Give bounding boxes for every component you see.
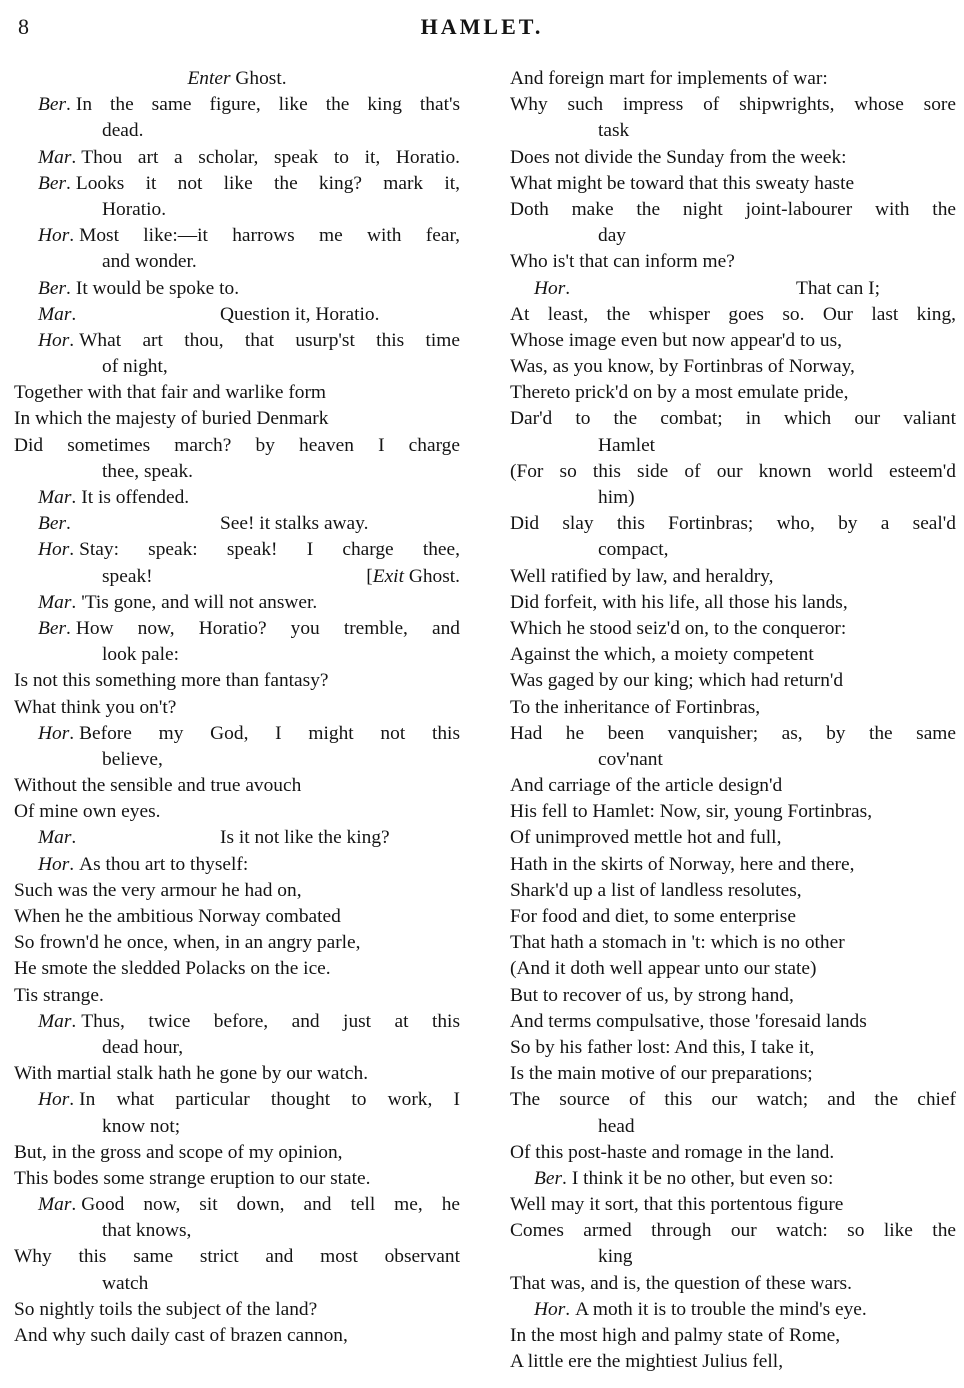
page-number: 8 bbox=[18, 14, 29, 39]
line-text: And foreign mart for implements of war: bbox=[510, 68, 828, 89]
line-text: Did forfeit, with his life, all those his lands, bbox=[510, 591, 848, 613]
text-line bbox=[14, 485, 460, 511]
line-text: This bodes some strange eruption to our state. bbox=[14, 1167, 371, 1189]
speaker-period: . bbox=[71, 591, 77, 613]
line-text: Without the sensible and true avouch bbox=[14, 775, 302, 797]
line-text: Doth make the night joint-labourer with the bbox=[510, 198, 956, 220]
line-text: Whose image even but now appear'd to us, bbox=[510, 329, 842, 351]
speaker-period: . bbox=[66, 94, 71, 116]
text-line bbox=[510, 904, 956, 930]
line-text: It would be spoke to. bbox=[75, 277, 240, 299]
continuation-line bbox=[510, 1244, 956, 1270]
line-text: Why this same strict and most observant bbox=[14, 1246, 460, 1268]
line-text: that knows, bbox=[102, 1220, 192, 1242]
text-line bbox=[510, 380, 956, 406]
text-line bbox=[14, 171, 460, 197]
line-text: So by his father lost: And this, I take it, bbox=[510, 1036, 815, 1058]
continuation-line bbox=[14, 459, 460, 485]
line-text: Hamlet bbox=[598, 434, 656, 456]
continuation-line bbox=[14, 1271, 460, 1297]
text-line bbox=[510, 1087, 956, 1113]
continuation-line bbox=[510, 537, 956, 563]
line-text: Was, as you know, by Fortinbras of Norway, bbox=[510, 356, 855, 378]
text-line bbox=[14, 668, 460, 694]
line-text: Does not divide the Sunday from the week: bbox=[510, 146, 847, 168]
speaker-name: Hor bbox=[38, 225, 70, 247]
line-text: In which the majesty of buried Denmark bbox=[14, 408, 329, 430]
line-text: Thou art a scholar, speak to it, Horatio. bbox=[81, 146, 460, 168]
text-line bbox=[14, 930, 460, 956]
line-text: When he the ambitious Norway combated bbox=[14, 906, 341, 927]
line-text: Against the which, a moiety competent bbox=[510, 644, 814, 666]
line-text: It is offended. bbox=[81, 487, 190, 508]
exit-verb: Exit bbox=[372, 565, 404, 587]
line-text: Why such impress of shipwrights, whose sore bbox=[510, 94, 956, 116]
text-line bbox=[510, 852, 956, 878]
text-line bbox=[510, 590, 956, 616]
continuation-line bbox=[510, 485, 956, 511]
line-text: Hath in the skirts of Norway, here and there, bbox=[510, 853, 855, 875]
exit-bracket: [ bbox=[366, 565, 373, 587]
speaker-period: . bbox=[565, 277, 571, 299]
continuation-line bbox=[510, 1114, 956, 1140]
running-title: HAMLET. bbox=[420, 14, 544, 39]
text-line bbox=[14, 1061, 460, 1087]
text-line bbox=[510, 773, 956, 799]
text-line bbox=[510, 406, 956, 432]
line-text: What art thou, that usurp'st this time bbox=[79, 329, 460, 351]
line-text: Did sometimes march? by heaven I charge bbox=[14, 434, 460, 456]
line-text: What think you on't? bbox=[14, 696, 177, 718]
speaker-name: Ber bbox=[38, 513, 66, 535]
line-text: head bbox=[598, 1115, 635, 1137]
line-text: With martial stalk hath he gone by our watch. bbox=[14, 1063, 369, 1085]
text-line bbox=[510, 1166, 956, 1192]
text-line bbox=[510, 354, 956, 380]
right-column bbox=[510, 66, 956, 1375]
text-line bbox=[510, 302, 956, 328]
continuation-line bbox=[510, 433, 956, 459]
line-text: Horatio. bbox=[102, 198, 167, 220]
text-line bbox=[14, 590, 460, 616]
line-text: Well ratified by law, and heraldry, bbox=[510, 565, 774, 587]
line-text: A little ere the mightiest Julius fell, bbox=[510, 1351, 784, 1373]
line-text: A moth it is to trouble the mind's eye. bbox=[575, 1298, 867, 1320]
line-text: The source of this our watch; and the chief bbox=[510, 1089, 956, 1111]
text-line bbox=[14, 695, 460, 721]
line-text: In what particular thought to work, I bbox=[79, 1089, 460, 1111]
left-column bbox=[14, 66, 460, 1349]
text-line bbox=[14, 1140, 460, 1166]
text-line bbox=[510, 1349, 956, 1375]
line-text: Of mine own eyes. bbox=[14, 801, 161, 823]
continuation-line bbox=[14, 354, 460, 380]
text-line bbox=[510, 1035, 956, 1061]
line-text: cov'nant bbox=[598, 748, 663, 770]
text-line bbox=[510, 92, 956, 118]
speaker-period: . bbox=[71, 487, 77, 508]
line-text: Is it not like the king? bbox=[220, 827, 390, 849]
line-text: Tis strange. bbox=[14, 984, 104, 1006]
text-line bbox=[14, 380, 460, 406]
speaker-name: Ber bbox=[38, 94, 66, 116]
text-line bbox=[14, 773, 460, 799]
text-line bbox=[510, 276, 956, 302]
line-text: (And it doth well appear unto our state) bbox=[510, 958, 817, 980]
text-line bbox=[510, 328, 956, 354]
line-text: compact, bbox=[598, 539, 669, 561]
continuation-line bbox=[14, 1218, 460, 1244]
text-line bbox=[510, 1297, 956, 1323]
text-line bbox=[510, 695, 956, 721]
text-line bbox=[14, 799, 460, 825]
text-line bbox=[510, 459, 956, 485]
text-line bbox=[510, 721, 956, 747]
text-line bbox=[510, 1323, 956, 1349]
text-line bbox=[510, 825, 956, 851]
speaker-period: . bbox=[69, 1089, 75, 1111]
continuation-line bbox=[14, 249, 460, 275]
line-text: Before my God, I might not this bbox=[79, 722, 460, 744]
text-line bbox=[510, 197, 956, 223]
line-text: Most like:—it harrows me with fear, bbox=[79, 225, 460, 247]
text-line bbox=[510, 249, 956, 275]
line-text: king bbox=[598, 1246, 633, 1268]
line-text: Had he been vanquisher; as, by the same bbox=[510, 722, 956, 744]
line-text: Dar'd to the combat; in which our valiant bbox=[510, 408, 956, 430]
text-line bbox=[14, 616, 460, 642]
line-text: His fell to Hamlet: Now, sir, young Fortinbras, bbox=[510, 801, 873, 823]
text-line bbox=[14, 1009, 460, 1035]
text-line bbox=[510, 668, 956, 694]
stage-direction-subject: Ghost. bbox=[230, 68, 287, 89]
line-text: Good now, sit down, and tell me, he bbox=[81, 1194, 460, 1216]
line-text: That can I; bbox=[796, 277, 880, 299]
text-line bbox=[14, 904, 460, 930]
text-line bbox=[14, 537, 460, 563]
line-text: That hath a stomach in 't: which is no other bbox=[510, 932, 845, 954]
text-line bbox=[14, 1297, 460, 1323]
text-line bbox=[510, 511, 956, 537]
text-line bbox=[14, 983, 460, 1009]
line-text: He smote the sledded Polacks on the ice. bbox=[14, 958, 331, 980]
text-line bbox=[14, 406, 460, 432]
line-text: Was gaged by our king; which had return'd bbox=[510, 670, 844, 692]
speaker-period: . bbox=[71, 1194, 77, 1216]
speaker-name: Hor bbox=[534, 1298, 566, 1320]
line-text: of night, bbox=[102, 356, 168, 378]
text-line bbox=[14, 223, 460, 249]
line-text: How now, Horatio? you tremble, and bbox=[75, 617, 460, 639]
text-line bbox=[14, 511, 460, 537]
speaker-period: . bbox=[69, 539, 75, 561]
speaker-period: . bbox=[69, 225, 75, 247]
speaker-period: . bbox=[69, 329, 75, 351]
text-line bbox=[14, 1087, 460, 1113]
speaker-name: Mar bbox=[38, 1010, 72, 1032]
stage-direction bbox=[14, 66, 460, 92]
text-line bbox=[14, 1323, 460, 1349]
speaker-name: Ber bbox=[38, 617, 66, 639]
text-line bbox=[14, 328, 460, 354]
speaker-name: Hor bbox=[534, 277, 566, 299]
line-text: dead hour, bbox=[102, 1036, 184, 1058]
text-line bbox=[510, 799, 956, 825]
line-text: Did slay this Fortinbras; who, by a seal'd bbox=[510, 513, 956, 535]
continuation-line bbox=[14, 118, 460, 144]
text-line bbox=[510, 171, 956, 197]
line-text: know not; bbox=[102, 1115, 181, 1137]
text-line bbox=[510, 930, 956, 956]
text-line bbox=[14, 276, 460, 302]
text-line bbox=[14, 878, 460, 904]
line-text: dead. bbox=[102, 120, 144, 142]
speaker-period: . bbox=[69, 853, 75, 875]
text-line bbox=[510, 145, 956, 171]
continuation-line bbox=[510, 747, 956, 773]
speaker-period: . bbox=[66, 277, 71, 299]
speaker-period: . bbox=[71, 303, 77, 325]
text-line bbox=[14, 825, 460, 851]
speaker-name: Mar bbox=[38, 827, 72, 849]
line-text: (For so this side of our known world esteem'd bbox=[510, 460, 956, 482]
line-text: Who is't that can inform me? bbox=[510, 251, 735, 273]
line-text: Shark'd up a list of landless resolutes, bbox=[510, 879, 802, 901]
line-text: That was, and is, the question of these wars. bbox=[510, 1272, 852, 1294]
continuation-line bbox=[510, 223, 956, 249]
speaker-name: Mar bbox=[38, 487, 72, 508]
speaker-name: Hor bbox=[38, 539, 70, 561]
speaker-period: . bbox=[66, 172, 71, 194]
exit-direction bbox=[366, 564, 460, 590]
text-line bbox=[14, 564, 460, 590]
speaker-name: Mar bbox=[38, 146, 72, 168]
line-text: Together with that fair and warlike form bbox=[14, 382, 327, 404]
continuation-line bbox=[14, 1114, 460, 1140]
line-text: Which he stood seiz'd on, to the conqueror: bbox=[510, 617, 847, 639]
text-line bbox=[510, 1271, 956, 1297]
text-line bbox=[510, 1192, 956, 1218]
line-text: In the same figure, like the king that's bbox=[75, 94, 460, 116]
text-line bbox=[14, 1192, 460, 1218]
line-text: Well may it sort, that this portentous figure bbox=[510, 1194, 844, 1216]
text-line bbox=[14, 721, 460, 747]
speaker-name: Ber bbox=[534, 1167, 562, 1189]
line-text: Stay: speak: speak! I charge thee, bbox=[79, 539, 460, 561]
line-text: look pale: bbox=[102, 644, 180, 666]
speaker-name: Hor bbox=[38, 329, 70, 351]
text-line bbox=[510, 616, 956, 642]
line-text: So frown'd he once, when, in an angry parle, bbox=[14, 932, 361, 954]
speaker-name: Mar bbox=[38, 591, 72, 613]
line-text: Such was the very armour he had on, bbox=[14, 879, 302, 901]
speaker-name: Mar bbox=[38, 303, 72, 325]
line-text: Comes armed through our watch: so like the bbox=[510, 1220, 956, 1242]
line-text: And why such daily cast of brazen cannon, bbox=[14, 1325, 348, 1346]
text-line bbox=[14, 433, 460, 459]
text-line bbox=[510, 564, 956, 590]
speaker-period: . bbox=[66, 617, 71, 639]
line-text: and wonder. bbox=[102, 251, 197, 273]
text-line bbox=[510, 1218, 956, 1244]
line-text: Of unimproved mettle hot and full, bbox=[510, 827, 782, 849]
text-line bbox=[510, 1009, 956, 1035]
line-text: To the inheritance of Fortinbras, bbox=[510, 696, 761, 718]
line-text: Thereto prick'd on by a most emulate pride, bbox=[510, 382, 849, 404]
line-text: But, in the gross and scope of my opinion, bbox=[14, 1141, 343, 1163]
text-line bbox=[14, 1166, 460, 1192]
stage-direction-verb: Enter bbox=[187, 68, 231, 89]
line-text: Thus, twice before, and just at this bbox=[81, 1010, 460, 1032]
exit-subject: Ghost. bbox=[403, 565, 460, 587]
line-text: In the most high and palmy state of Rome, bbox=[510, 1325, 841, 1346]
line-text: thee, speak. bbox=[102, 460, 193, 482]
line-text: Question it, Horatio. bbox=[220, 303, 380, 325]
continuation-line bbox=[14, 642, 460, 668]
line-text: Looks it not like the king? mark it, bbox=[75, 172, 460, 194]
speaker-period: . bbox=[562, 1167, 567, 1189]
text-line bbox=[14, 956, 460, 982]
text-line bbox=[510, 642, 956, 668]
continuation-line bbox=[510, 118, 956, 144]
text-line bbox=[510, 983, 956, 1009]
text-line bbox=[510, 1061, 956, 1087]
line-text: 'Tis gone, and will not answer. bbox=[81, 591, 318, 613]
line-text: him) bbox=[598, 487, 635, 508]
speaker-name: Hor bbox=[38, 1089, 70, 1111]
speaker-name: Ber bbox=[38, 172, 66, 194]
line-text: But to recover of us, by strong hand, bbox=[510, 984, 794, 1006]
speaker-name: Mar bbox=[38, 1194, 72, 1216]
text-line bbox=[510, 878, 956, 904]
text-line bbox=[14, 1244, 460, 1270]
speaker-period: . bbox=[565, 1298, 571, 1320]
text-line bbox=[510, 66, 956, 92]
continuation-line bbox=[14, 197, 460, 223]
line-text: So nightly toils the subject of the land? bbox=[14, 1298, 318, 1320]
line-text: What might be toward that this sweaty haste bbox=[510, 172, 855, 194]
continuation-line bbox=[14, 1035, 460, 1061]
line-text: Is the main motive of our preparations; bbox=[510, 1063, 813, 1085]
line-text: watch bbox=[102, 1272, 149, 1294]
text-line bbox=[14, 302, 460, 328]
line-text: day bbox=[598, 225, 626, 247]
text-line bbox=[14, 852, 460, 878]
line-text: See! it stalks away. bbox=[220, 513, 369, 535]
line-text: And terms compulsative, those 'foresaid lands bbox=[510, 1010, 867, 1032]
line-text: At least, the whisper goes so. Our last king, bbox=[510, 303, 956, 325]
text-line bbox=[14, 92, 460, 118]
line-text: speak! bbox=[102, 565, 153, 587]
line-text: Is not this something more than fantasy? bbox=[14, 670, 329, 692]
speaker-period: . bbox=[71, 146, 77, 168]
line-text: And carriage of the article design'd bbox=[510, 775, 783, 797]
speaker-period: . bbox=[71, 827, 77, 849]
speaker-period: . bbox=[71, 1010, 77, 1032]
line-text: Of this post-haste and romage in the land. bbox=[510, 1141, 835, 1163]
continuation-line bbox=[14, 747, 460, 773]
line-text: For food and diet, to some enterprise bbox=[510, 906, 796, 927]
line-text: As thou art to thyself: bbox=[79, 853, 249, 875]
line-text: task bbox=[598, 120, 630, 142]
speaker-name: Hor bbox=[38, 853, 70, 875]
line-text: believe, bbox=[102, 748, 163, 770]
speaker-name: Hor bbox=[38, 722, 70, 744]
text-line bbox=[510, 956, 956, 982]
speaker-name: Ber bbox=[38, 277, 66, 299]
line-text: I think it be no other, but even so: bbox=[571, 1167, 834, 1189]
speaker-period: . bbox=[66, 513, 71, 535]
text-line bbox=[510, 1140, 956, 1166]
text-line bbox=[14, 145, 460, 171]
speaker-period: . bbox=[69, 722, 75, 744]
